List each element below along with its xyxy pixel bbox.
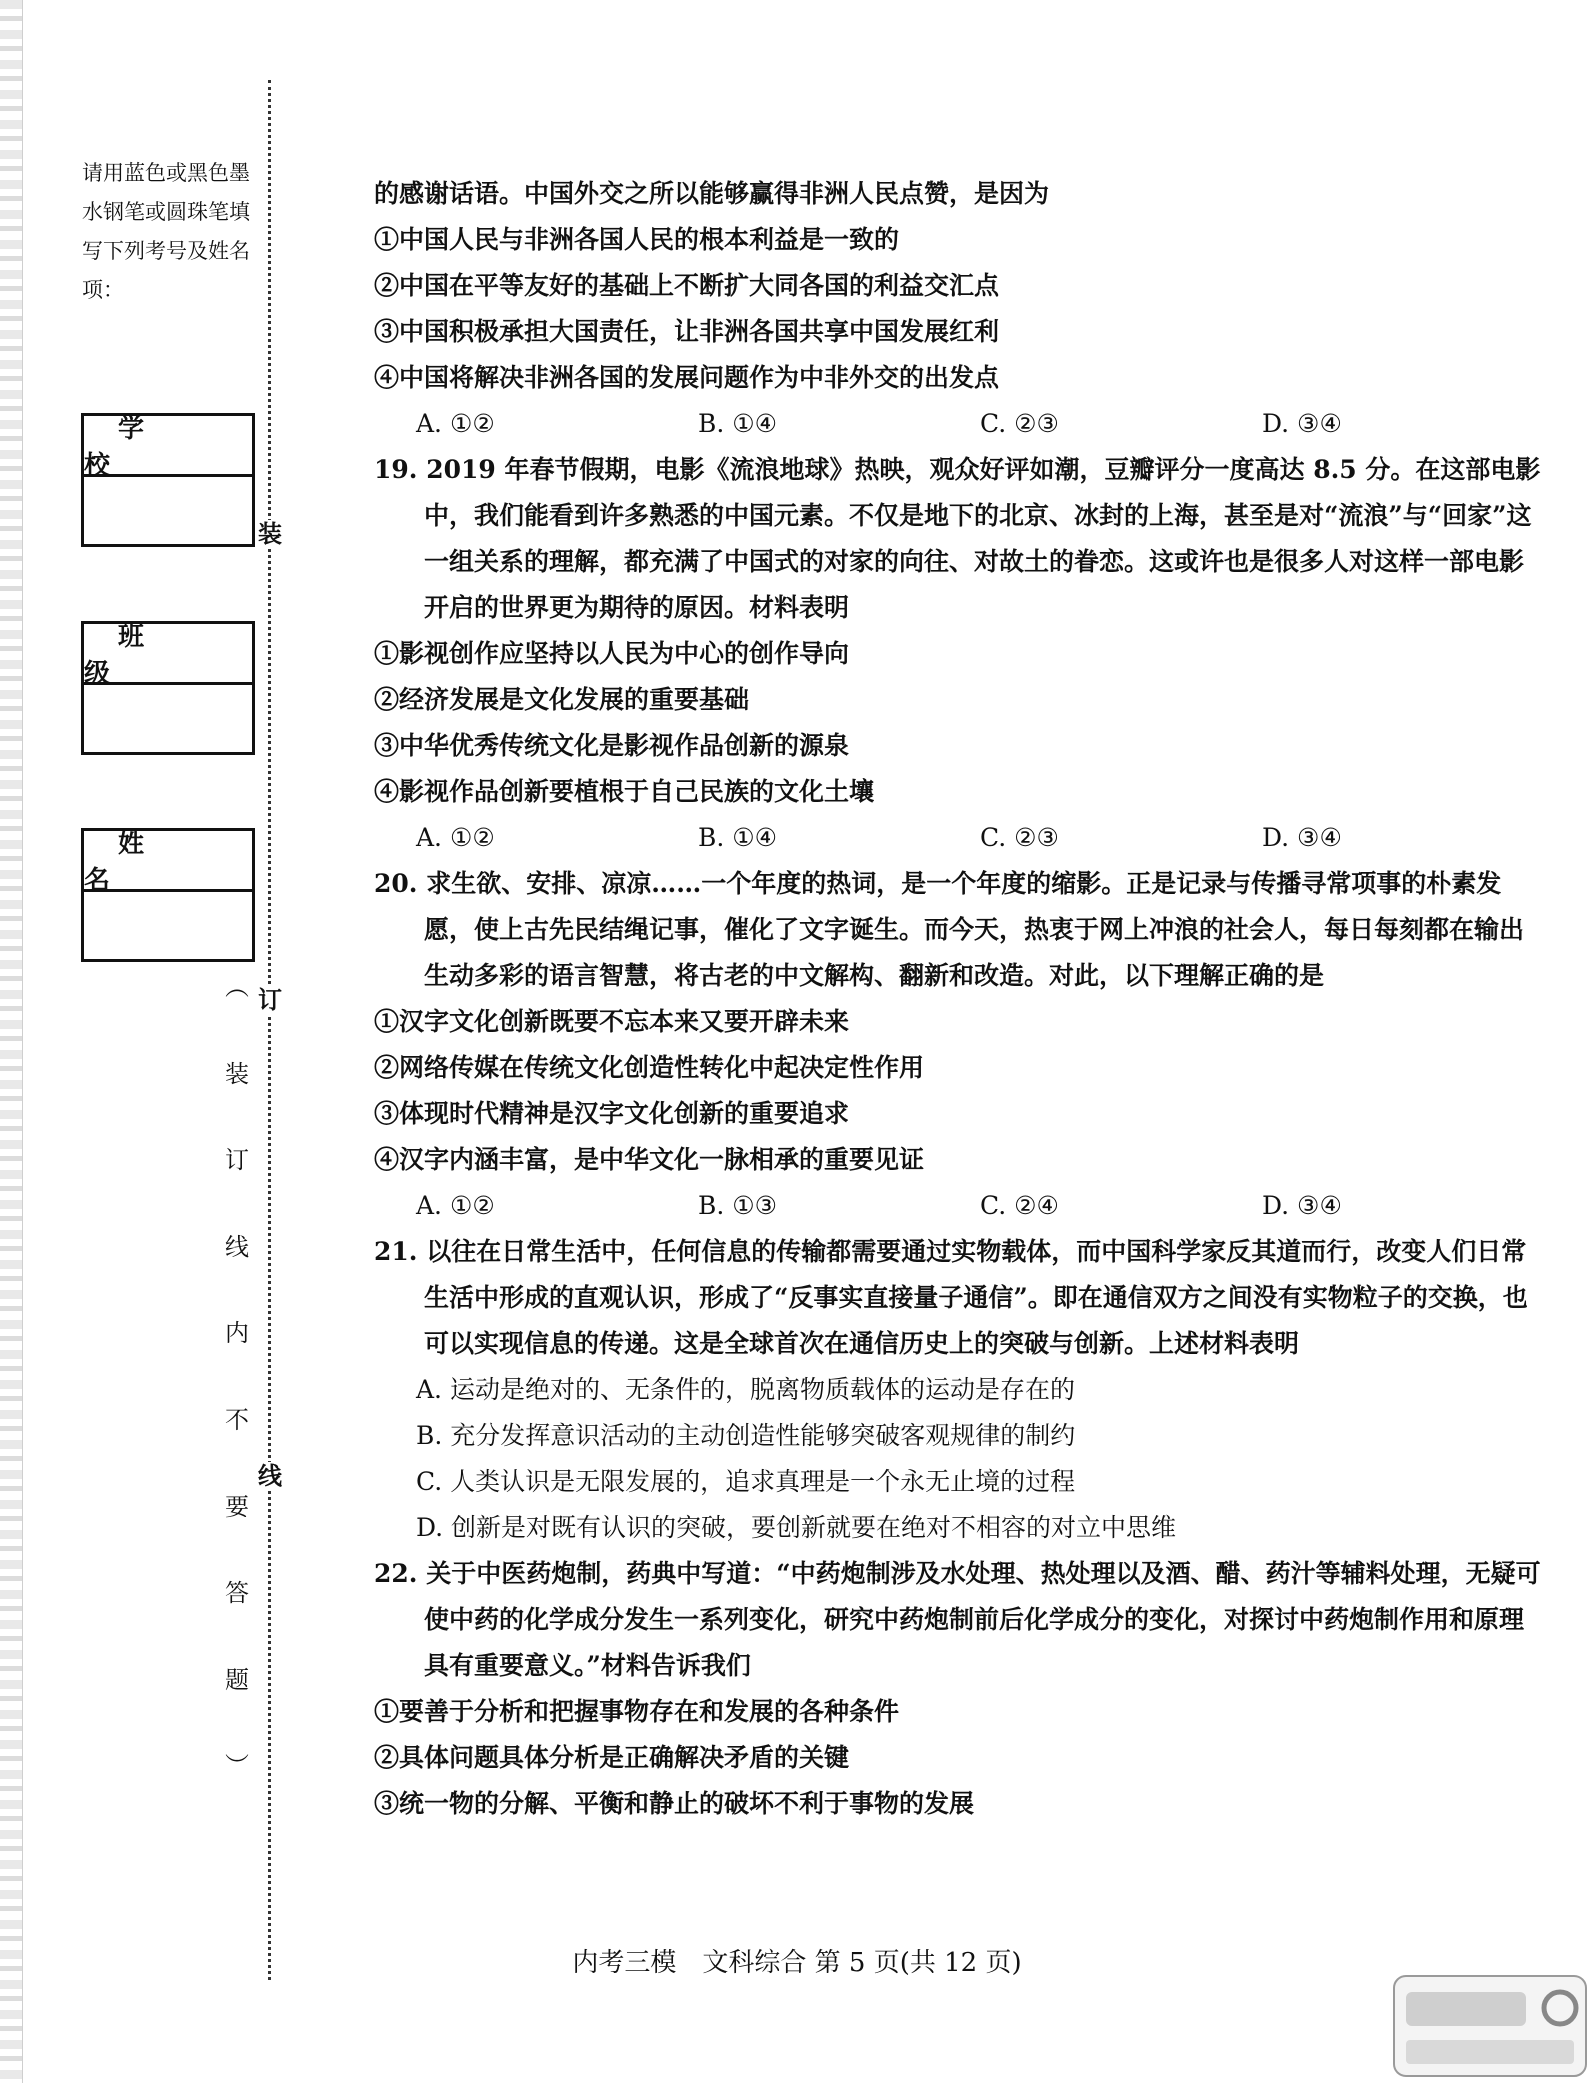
q21-option-a[interactable]: A. 运动是绝对的、无条件的，脱离物质载体的运动是存在的	[416, 1375, 1075, 1404]
q19-statement: ②经济发展是文化发展的重要基础	[374, 685, 750, 714]
page-footer: 内考三模 文科综合 第 5 页(共 12 页)	[572, 1948, 1022, 1978]
choice-b[interactable]: B. ①③	[698, 1191, 778, 1220]
q22-statement: ①要善于分析和把握事物存在和发展的各种条件	[374, 1697, 900, 1726]
question-content	[374, 171, 1544, 1827]
sidebar-instructions: 请用蓝色或黑色墨水钢笔或圆珠笔填写下列考号及姓名项：	[82, 161, 250, 302]
q22-statement: ③统一物的分解、平衡和静止的破坏不利于事物的发展	[374, 1789, 975, 1818]
q20-statement: ①汉字文化创新既要不忘本来又要开辟未来	[374, 1007, 850, 1036]
q19-statement: ③中华优秀传统文化是影视作品创新的源泉	[374, 731, 850, 760]
q20-choices	[374, 1183, 1544, 1229]
binding-cut-line	[268, 80, 271, 1980]
note-char: 答	[225, 1579, 249, 1608]
q20-statement: ③体现时代精神是汉字文化创新的重要追求	[374, 1099, 850, 1128]
note-char: 订	[225, 1146, 249, 1175]
q21-option-b[interactable]: B. 充分发挥意识活动的主动创造性能够突破客观规律的制约	[416, 1421, 1076, 1450]
note-char: 内	[225, 1319, 249, 1348]
note-char: 线	[225, 1232, 249, 1261]
choice-d[interactable]: D. ③④	[1262, 823, 1342, 852]
binding-char-xian: 线	[258, 1461, 282, 1490]
q22-stem: 22. 关于中医药炮制，药典中写道：“中药炮制涉及水处理、热处理以及酒、醋、药汁等辅料处理，无疑可使中药的化学成分发生一系列变化，研究中药炮制前后化学成分的变化，对探讨中药炮制作用和原理具有重要意义。”材料告诉我们	[374, 1559, 1541, 1680]
q22-statement: ②具体问题具体分析是正确解决矛盾的关键	[374, 1743, 850, 1772]
choice-c[interactable]: C. ②④	[980, 1191, 1059, 1220]
note-char: 装	[225, 1059, 249, 1088]
choice-c[interactable]: C. ②③	[980, 409, 1059, 438]
choice-a[interactable]: A. ①②	[416, 823, 495, 852]
q20-statement: ②网络传媒在传统文化创造性转化中起决定性作用	[374, 1053, 925, 1082]
note-char: 不	[225, 1405, 249, 1434]
class-label: 班 级	[84, 624, 252, 685]
choice-a[interactable]: A. ①②	[416, 1191, 495, 1220]
q19-statement: ①影视创作应坚持以人民为中心的创作导向	[374, 639, 850, 668]
choice-d[interactable]: D. ③④	[1262, 409, 1342, 438]
name-label: 姓 名	[84, 831, 252, 892]
q18-statement: ④中国将解决非洲各国的发展问题作为中非外交的出发点	[374, 363, 1000, 392]
note-char: 要	[225, 1492, 249, 1521]
choice-b[interactable]: B. ①④	[698, 409, 778, 438]
name-field[interactable]	[81, 828, 255, 962]
q18-statement: ③中国积极承担大国责任，让非洲各国共享中国发展红利	[374, 317, 1000, 346]
school-field[interactable]	[81, 413, 255, 547]
note-char: 题	[225, 1665, 249, 1694]
choice-a[interactable]: A. ①②	[416, 409, 495, 438]
binding-char-ding: 订	[258, 985, 282, 1014]
q18-statement: ①中国人民与非洲各国人民的根本利益是一致的	[374, 225, 900, 254]
q20-stem: 20. 求生欲、安排、凉凉……一个年度的热词，是一个年度的缩影。正是记录与传播寻常项事的朴素发愿，使上古先民结绳记事，催化了文字诞生。而今天，热衷于网上冲浪的社会人，每日每刻都在输出生动多彩的语言智慧，将古老的中文解构、翻新和改造。对此，以下理解正确的是	[374, 869, 1525, 990]
q21-option-c[interactable]: C. 人类认识是无限发展的，追求真理是一个永无止境的过程	[416, 1467, 1076, 1496]
q20-statement: ④汉字内涵丰富，是中华文化一脉相承的重要见证	[374, 1145, 925, 1174]
torn-page-edge	[0, 0, 23, 2083]
note-char: ︶	[225, 1752, 249, 1781]
q19-statement: ④影视作品创新要植根于自己民族的文化土壤	[374, 777, 875, 806]
q19-stem: 19. 2019 年春节假期，电影《流浪地球》热映，观众好评如潮，豆瓣评分一度高达 8.5 分。在这部电影中，我们能看到许多熟悉的中国元素。不仅是地下的北京、冰封的上海，甚至是对“流浪”与“回家”这一组关系的理解，都充满了中国式的对家的向往、对故土的眷恋。这或许也是很多人对这样一部电影开启的世界更为期待的原因。材料表明	[374, 455, 1541, 622]
choice-b[interactable]: B. ①④	[698, 823, 778, 852]
site-watermark-logo	[1392, 1974, 1588, 2078]
q18-choices	[374, 401, 1544, 447]
choice-d[interactable]: D. ③④	[1262, 1191, 1342, 1220]
school-label: 学 校	[84, 416, 252, 477]
choice-c[interactable]: C. ②③	[980, 823, 1059, 852]
q19-choices	[374, 815, 1544, 861]
q18-stem-continuation: 的感谢话语。中国外交之所以能够赢得非洲人民点赞，是因为	[374, 179, 1050, 208]
q21-stem: 21. 以往在日常生活中，任何信息的传输都需要通过实物载体，而中国科学家反其道而行，改变人们日常生活中形成的直观认识，形成了“反事实直接量子通信”。即在通信双方之间没有实物粒子的交换，也可以实现信息的传递。这是全球首次在通信历史上的突破与创新。上述材料表明	[374, 1237, 1528, 1358]
no-answer-notice	[222, 972, 252, 1838]
note-char: ︵	[225, 973, 249, 1001]
class-field[interactable]	[81, 621, 255, 755]
binding-char-zhuang: 装	[258, 519, 282, 548]
q18-statement: ②中国在平等友好的基础上不断扩大同各国的利益交汇点	[374, 271, 1000, 300]
q21-option-d[interactable]: D. 创新是对既有认识的突破，要创新就要在绝对不相容的对立中思维	[416, 1513, 1177, 1542]
